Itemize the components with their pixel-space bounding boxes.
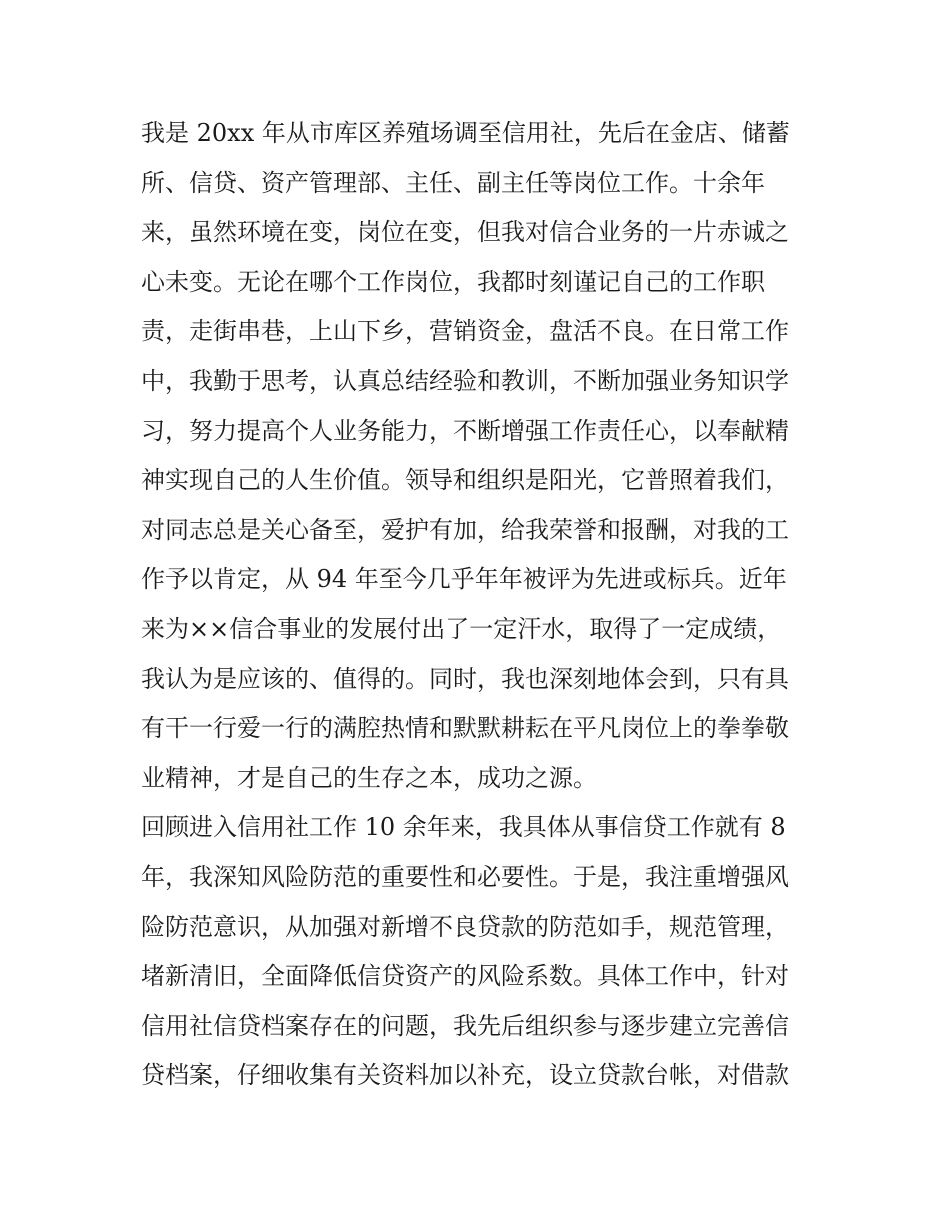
text-line: 责，走街串巷，上山下乡，营销资金，盘活不良。在日常工作 bbox=[141, 317, 789, 346]
text-line: 来为××信合事业的发展付出了一定汗水，取得了一定成绩， bbox=[141, 614, 782, 643]
text-line: 中，我勤于思考，认真总结经验和教训，不断加强业务知识学 bbox=[141, 366, 789, 395]
body-text bbox=[141, 109, 821, 1101]
text-line: 心未变。无论在哪个工作岗位，我都时刻谨记自己的工作职 bbox=[141, 267, 765, 296]
text-line: 作予以肯定，从 94 年至今几乎年年被评为先进或标兵。近年 bbox=[141, 565, 787, 594]
text-line: 业精神，才是自己的生存之本，成功之源。 bbox=[141, 763, 597, 792]
text-line: 来，虽然环境在变，岗位在变，但我对信合业务的一片赤诚之 bbox=[141, 218, 789, 247]
text-line: 对同志总是关心备至，爱护有加，给我荣誉和报酬，对我的工 bbox=[141, 515, 789, 544]
text-line: 年，我深知风险防范的重要性和必要性。于是，我注重增强风 bbox=[141, 862, 789, 891]
text-line: 信用社信贷档案存在的问题，我先后组织参与逐步建立完善信 bbox=[141, 1011, 789, 1040]
text-line: 我是 20xx 年从市库区养殖场调至信用社，先后在金店、储蓄 bbox=[141, 119, 790, 147]
text-line: 所、信贷、资产管理部、主任、副主任等岗位工作。十余年 bbox=[141, 168, 765, 197]
text-line: 贷档案，仔细收集有关资料加以补充，设立贷款台帐，对借款 bbox=[141, 1061, 789, 1090]
text-line: 险防范意识，从加强对新增不良贷款的防范如手，规范管理， bbox=[141, 912, 789, 941]
text-line: 回顾进入信用社工作 10 余年来，我具体从事信贷工作就有 8 bbox=[141, 813, 786, 842]
text-line: 我认为是应该的、值得的。同时，我也深刻地体会到，只有具 bbox=[141, 664, 789, 693]
text-line: 有干一行爱一行的满腔热情和默默耕耘在平凡岗位上的拳拳敬 bbox=[141, 714, 789, 743]
text-line: 堵新清旧，全面降低信贷资产的风险系数。具体工作中，针对 bbox=[141, 962, 789, 991]
text-line: 习，努力提高个人业务能力，不断增强工作责任心，以奉献精 bbox=[141, 416, 789, 445]
text-line: 神实现自己的人生价值。领导和组织是阳光，它普照着我们， bbox=[141, 466, 789, 495]
